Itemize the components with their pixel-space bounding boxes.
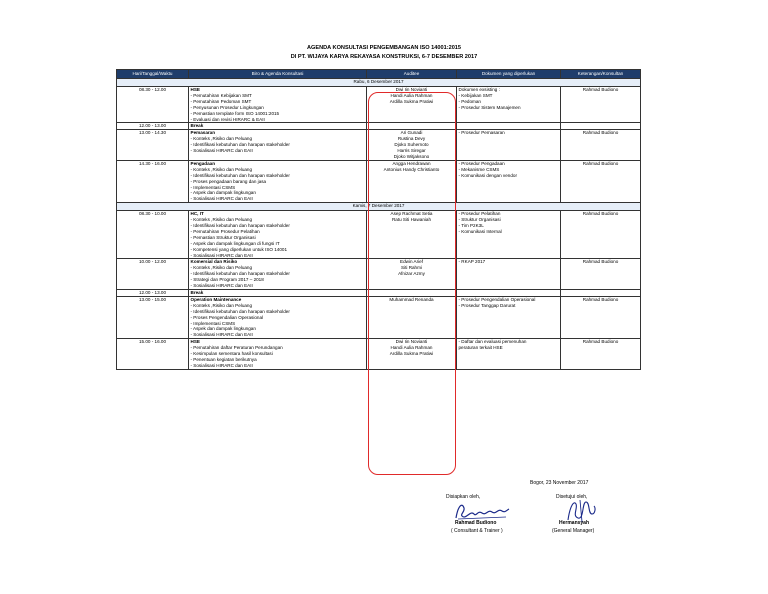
title-line-2: DI PT. WIJAYA KARYA REKAYASA KONSTRUKSI, 6-7 DESEMBER 2017 bbox=[290, 54, 478, 60]
document-item: - Komunikasi dengan vendor bbox=[458, 172, 517, 178]
consultant-cell bbox=[561, 123, 641, 130]
auditee-name: Dwi Iin Novianti bbox=[395, 339, 428, 345]
auditee-cell bbox=[367, 290, 457, 297]
prepared-name: Rahmad Budiono bbox=[455, 520, 497, 526]
auditee-name: Ratu Siti Hawaniah bbox=[391, 217, 432, 223]
approved-name: Hermansyah bbox=[559, 520, 590, 526]
consultant-cell bbox=[561, 290, 641, 297]
auditee-name: Rustina Devy bbox=[397, 136, 426, 142]
agenda-row bbox=[117, 211, 641, 259]
documents-cell bbox=[457, 211, 561, 259]
header-documents: Dokumen yang diperlukan bbox=[457, 70, 561, 79]
document-item: - Struktur Organisasi bbox=[458, 217, 501, 223]
document-item: - Mekanisme CSMS bbox=[458, 166, 500, 172]
documents-cell bbox=[457, 87, 561, 123]
agenda-row bbox=[117, 123, 641, 130]
agenda-item: - Sosialisasi HIRARC dan EAII bbox=[190, 332, 253, 338]
agenda-table bbox=[116, 69, 641, 370]
documents-cell bbox=[457, 259, 561, 290]
day-label: Rabu, 6 Desember 2017 bbox=[117, 79, 641, 87]
agenda-item: - Aspek dan dampak lingkungan bbox=[190, 326, 256, 332]
header-row bbox=[117, 70, 641, 79]
consultant-cell: Rahmad Budiono bbox=[561, 87, 641, 123]
documents-cell bbox=[457, 160, 561, 202]
agenda-title: Pemasaran bbox=[190, 130, 216, 136]
time-cell: 10.00 - 12.00 bbox=[117, 259, 189, 290]
auditee-cell bbox=[367, 339, 457, 370]
agenda-item: - Sosialisasi HIRARC dan EAII bbox=[190, 196, 253, 202]
agenda-item: - Identifikasi kebutuhan dan harapan stakeholder bbox=[190, 142, 290, 148]
agenda-item: - Pemutahiran Pedoman SMT bbox=[190, 98, 252, 104]
auditee-name: Harris Siregar bbox=[397, 148, 426, 154]
auditee-name: Edwin Arief bbox=[400, 259, 423, 265]
auditee-name: Djoko Witjaksono bbox=[393, 153, 430, 159]
agenda-cell bbox=[189, 160, 367, 202]
agenda-item: - Identifikasi kebutuhan dan harapan stakeholder bbox=[190, 308, 290, 314]
agenda-row bbox=[117, 130, 641, 161]
auditee-name: Muhammad Renanda bbox=[389, 296, 434, 302]
day-row bbox=[117, 79, 641, 87]
agenda-item: - Identifikasi kebutuhan dan harapan stakeholder bbox=[190, 172, 290, 178]
agenda-body bbox=[117, 79, 641, 370]
documents-cell bbox=[457, 290, 561, 297]
prepared-role: ( Consultant & Trainer ) bbox=[451, 528, 503, 534]
title-line-1: AGENDA KONSULTASI PENGEMBANGAN ISO 14001:2015 bbox=[306, 45, 462, 51]
agenda-item: - Konteks ,Risiko dan Peluang bbox=[190, 136, 253, 142]
agenda-item: - Penyusunan Prosedur Lingkungan bbox=[190, 104, 264, 110]
agenda-item: - Konteks ,Risiko dan Peluang bbox=[190, 302, 253, 308]
agenda-title: Break bbox=[190, 123, 204, 129]
auditee-name: Angga Hendrawan bbox=[392, 160, 431, 166]
agenda-item: - Penentuan kegiatan berikutnya bbox=[190, 356, 257, 362]
agenda-item: - Konteks ,Risiko dan Peluang bbox=[190, 166, 253, 172]
documents-cell bbox=[457, 123, 561, 130]
auditee-name: Handi Aulia Rahman bbox=[390, 345, 433, 351]
agenda-title: Komersial dan Risiko bbox=[190, 259, 238, 265]
agenda-title: Break bbox=[190, 290, 204, 295]
agenda-cell bbox=[189, 211, 367, 259]
agenda-title: HSE bbox=[190, 339, 200, 345]
time-cell: 12.00 - 13.00 bbox=[117, 123, 189, 130]
agenda-item: - Pemutahiran Kebijakan SMT bbox=[190, 92, 252, 98]
agenda-item: - Pemastian Struktur Organisasi bbox=[190, 234, 256, 240]
agenda-row bbox=[117, 87, 641, 123]
agenda-cell bbox=[189, 296, 367, 338]
auditee-name: Handi Aulia Rahman bbox=[390, 92, 433, 98]
document-title-block bbox=[0, 44, 768, 62]
day-row bbox=[117, 203, 641, 211]
agenda-row bbox=[117, 259, 641, 290]
agenda-item: - Pemutahiran Prosedur Pelatihan bbox=[190, 228, 260, 234]
agenda-item: - Sosialisasi HIRARC dan EAII bbox=[190, 148, 253, 154]
document-item: - Prosedur Pelatihan bbox=[458, 211, 501, 217]
agenda-cell bbox=[189, 130, 367, 161]
time-cell: 13.00 - 15.00 bbox=[117, 296, 189, 338]
approved-role: (General Manager) bbox=[552, 528, 595, 534]
agenda-item: - Kompetensi yang diperlukan untuk ISO 14001 bbox=[190, 246, 288, 252]
prepared-signature-image bbox=[452, 500, 512, 522]
agenda-cell bbox=[189, 290, 367, 297]
approved-label: Disetujui oleh, bbox=[556, 494, 588, 500]
auditee-name: Ardilla Sukma Pratiwi bbox=[389, 351, 434, 357]
agenda-item: - Pemutahiran daftar Peraturan Perundangan bbox=[190, 345, 283, 351]
time-cell: 08.30 - 10.00 bbox=[117, 211, 189, 259]
consultant-cell: Rahmad Budiono bbox=[561, 160, 641, 202]
agenda-item: - Implementasi CSMS bbox=[190, 320, 236, 326]
auditee-cell bbox=[367, 87, 457, 123]
document-item: - Prosedur Tanggap Darurat bbox=[458, 302, 516, 308]
document-item: - Prosedur Pemasaran bbox=[458, 130, 505, 136]
agenda-item: - Implementasi CSMS bbox=[190, 184, 236, 190]
document-item: Dokumen exsisting : bbox=[458, 87, 500, 92]
agenda-title: HSE bbox=[190, 87, 200, 92]
document-item: peraturan terkait HSE bbox=[458, 345, 503, 351]
agenda-cell bbox=[189, 259, 367, 290]
auditee-name: Asep Rachmat Setia bbox=[390, 211, 433, 217]
header-agenda: Biro & Agenda Konsultasi bbox=[189, 70, 367, 79]
agenda-item: - Konteks ,Risiko dan Peluang bbox=[190, 265, 253, 271]
document-item: - Pedoman bbox=[458, 98, 481, 104]
agenda-row bbox=[117, 160, 641, 202]
document-item: - Komunikasi Internal bbox=[458, 228, 502, 234]
auditee-cell bbox=[367, 259, 457, 290]
auditee-name: Ari Gunadi bbox=[400, 130, 423, 136]
document-item: - Prosedur Pengadaan bbox=[458, 160, 505, 166]
documents-cell bbox=[457, 339, 561, 370]
agenda-item: - Aspek dan dampak lingkungan bbox=[190, 190, 256, 196]
auditee-name: Djoko Suhernoto bbox=[394, 142, 429, 148]
agenda-item: - Proses pengadaan barang dan jasa bbox=[190, 178, 267, 184]
time-cell: 15.00 - 16.00 bbox=[117, 339, 189, 370]
header-time: Hari/Tanggal/Waktu bbox=[117, 70, 189, 79]
agenda-row bbox=[117, 296, 641, 338]
document-item: - Kebijakan SMT bbox=[458, 92, 493, 98]
auditee-cell bbox=[367, 130, 457, 161]
auditee-cell bbox=[367, 160, 457, 202]
agenda-title: Pengadaan bbox=[190, 160, 216, 166]
agenda-cell bbox=[189, 339, 367, 370]
auditee-name: Antonius Handy Christianto bbox=[383, 166, 440, 172]
day-label: Kamis, 7 Desember 2017 bbox=[117, 203, 641, 211]
auditee-cell bbox=[367, 123, 457, 130]
agenda-item: - Identifikasi kebutuhan dan harapan stakeholder bbox=[190, 271, 290, 277]
auditee-name: Afnizar Azmy bbox=[398, 271, 425, 277]
header-auditee: Auditee bbox=[367, 70, 457, 79]
document-item: - RKAP 2017 bbox=[458, 259, 486, 265]
time-cell: 13.00 - 14.30 bbox=[117, 130, 189, 161]
agenda-title: HC, IT bbox=[190, 211, 204, 217]
documents-cell bbox=[457, 130, 561, 161]
consultant-cell: Rahmad Budiono bbox=[561, 259, 641, 290]
document-item: - Tim P2K3L bbox=[458, 223, 484, 229]
time-cell: 14.30 - 16.00 bbox=[117, 160, 189, 202]
agenda-item: - Aspek dan dampak lingkungan di fungsi IT bbox=[190, 240, 280, 246]
agenda-title: Operation Maintenance bbox=[190, 296, 242, 302]
agenda-item: - Pemastian template form ISO 14001:2015 bbox=[190, 110, 280, 116]
header-consultant: Keterangan/Konsultan bbox=[561, 70, 641, 79]
agenda-item: - Konteks ,Risiko dan Peluang bbox=[190, 217, 253, 223]
consultant-cell: Rahmad Budiono bbox=[561, 130, 641, 161]
time-cell: 08.30 - 12.00 bbox=[117, 87, 189, 123]
agenda-item: - Sosialisasi HIRARC dan EAII bbox=[190, 283, 253, 289]
document-item: - Prosedur Pengendalian Operasional bbox=[458, 296, 536, 302]
place-date: Bogor, 23 November 2017 bbox=[530, 480, 589, 486]
auditee-name: Ardilla Sukma Pratiwi bbox=[389, 98, 434, 104]
document-item: - Prosedur Sistem Manajemen bbox=[458, 104, 521, 110]
agenda-row bbox=[117, 339, 641, 370]
consultant-cell: Rahmad Budiono bbox=[561, 211, 641, 259]
agenda-item: - Evaluasi dan revisi HIRARC & EAII bbox=[190, 116, 265, 122]
prepared-label: Disiapkan oleh, bbox=[446, 494, 481, 500]
documents-cell bbox=[457, 296, 561, 338]
auditee-name: Dwi Iin Novianti bbox=[395, 87, 428, 92]
agenda-item: - Identifikasi kebutuhan dan harapan stakeholder bbox=[190, 223, 290, 229]
agenda-row bbox=[117, 290, 641, 297]
agenda-item: - Sosialisasi HIRARC dan EAII bbox=[190, 362, 253, 368]
auditee-name: Siti Rahmi bbox=[401, 265, 422, 271]
consultant-cell: Rahmad Budiono bbox=[561, 296, 641, 338]
time-cell: 12.00 - 13.00 bbox=[117, 290, 189, 297]
auditee-cell bbox=[367, 296, 457, 338]
agenda-item: - Strategi dan Program 2017 – 2018 bbox=[190, 277, 264, 283]
agenda-item: - Kesimpulan sementara hasil konsultasi bbox=[190, 351, 273, 357]
document-item: - Daftar dan evaluasi pemenuhan bbox=[458, 339, 527, 345]
consultant-cell: Rahmad Budiono bbox=[561, 339, 641, 370]
agenda-cell bbox=[189, 87, 367, 123]
auditee-cell bbox=[367, 211, 457, 259]
agenda-cell bbox=[189, 123, 367, 130]
agenda-item: - Sosialisasi HIRARC dan EAII bbox=[190, 252, 253, 258]
agenda-item: - Proses Pengendalian Operasional bbox=[190, 314, 264, 320]
